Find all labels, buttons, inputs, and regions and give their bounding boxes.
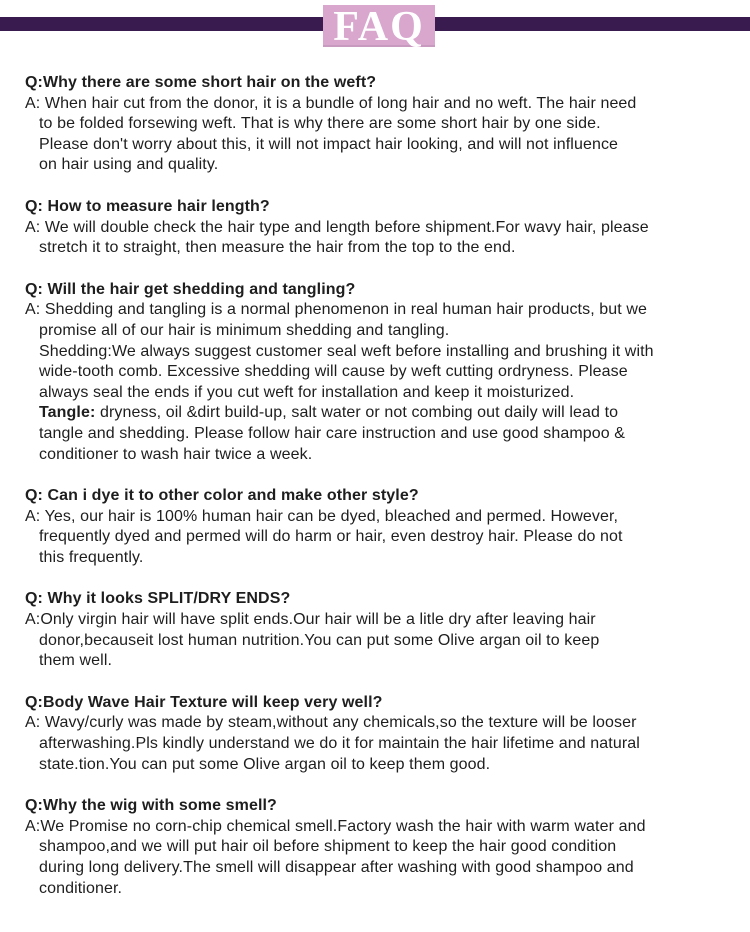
faq-title-box: [323, 4, 435, 50]
tangle-text: dryness, oil &dirt build-up, salt water or not combing out daily will lead to: [95, 404, 619, 422]
answer-line: A: Shedding and tangling is a normal phenomenon in real human hair products, but we: [25, 301, 648, 319]
answer-line: tangle and shedding. Please follow hair care instruction and use good shampoo &: [39, 424, 626, 442]
answer-line: A:Only virgin hair will have split ends.Our hair will be a litle dry after leaving hair: [25, 611, 596, 629]
answer-line: them well.: [39, 652, 113, 670]
question: Q: Will the hair get shedding and tangling?: [25, 280, 356, 298]
answer-line: A:We Promise no corn-chip chemical smell.Factory wash the hair with warm water and: [25, 817, 646, 835]
answer-line: A: We will double check the hair type and length before shipment.For wavy hair, please: [25, 218, 649, 236]
faq-title: FAQ: [333, 4, 425, 50]
answer-line: conditioner to wash hair twice a week.: [39, 445, 313, 463]
answer-line: Shedding:We always suggest customer seal weft before installing and brushing it with: [39, 342, 654, 360]
faq-item-measure-length: [25, 197, 730, 259]
answer-line: A: Wavy/curly was made by steam,without any chemicals,so the texture will be looser: [25, 714, 637, 732]
answer-line: donor,becauseit lost human nutrition.You can put some Olive argan oil to keep: [39, 631, 600, 649]
answer-line: conditioner.: [39, 879, 123, 897]
answer-line: on hair using and quality.: [39, 156, 219, 174]
faq-item-split-dry-ends: [25, 589, 730, 671]
faq-item-shedding-tangling: [25, 280, 730, 465]
faq-item-short-hair: [25, 73, 730, 176]
answer-line: during long delivery.The smell will disappear after washing with good shampoo and: [39, 859, 634, 876]
faq-content: [0, 47, 750, 899]
answer-line: A: When hair cut from the donor, it is a bundle of long hair and no weft. The hair need: [25, 94, 637, 112]
answer-line: this frequently.: [39, 548, 144, 566]
answer-line: shampoo,and we will put hair oil before shipment to keep the hair good condition: [39, 838, 617, 856]
faq-banner: [0, 0, 750, 50]
faq-item-smell: [25, 796, 730, 899]
answer-line: wide-tooth comb. Excessive shedding will cause by weft cutting ordryness. Please: [39, 363, 628, 381]
answer-line: A: Yes, our hair is 100% human hair can be dyed, bleached and permed. However,: [25, 507, 619, 525]
question: Q: How to measure hair length?: [25, 197, 270, 215]
question: Q: Why it looks SPLIT/DRY ENDS?: [25, 590, 291, 608]
answer-line: promise all of our hair is minimum shedding and tangling.: [39, 321, 450, 339]
answer-line: state.tion.You can put some Olive argan oil to keep them good.: [39, 755, 491, 773]
answer-line: stretch it to straight, then measure the hair from the top to the end.: [39, 239, 516, 257]
question: Q:Body Wave Hair Texture will keep very well?: [25, 693, 383, 711]
answer-line-tangle: [25, 403, 730, 424]
faq-item-dye-color: [25, 486, 730, 568]
answer-line: always seal the ends if you cut weft for installation and keep it moisturized.: [39, 383, 575, 401]
answer-line: afterwashing.Pls kindly understand we do it for maintain the hair lifetime and natural: [39, 735, 640, 753]
answer-line: to be folded forsewing weft. That is why there are some short hair by one side.: [39, 115, 601, 133]
faq-item-body-wave-texture: [25, 693, 730, 775]
question: Q: Can i dye it to other color and make other style?: [25, 487, 419, 505]
question: Q:Why the wig with some smell?: [25, 797, 277, 815]
answer-line: frequently dyed and permed will do harm or hair, even destroy hair. Please do not: [39, 528, 623, 546]
question: Q:Why there are some short hair on the weft?: [25, 74, 377, 91]
answer-line: Please don't worry about this, it will not impact hair looking, and will not influence: [39, 135, 619, 153]
tangle-label: Tangle:: [39, 404, 96, 422]
